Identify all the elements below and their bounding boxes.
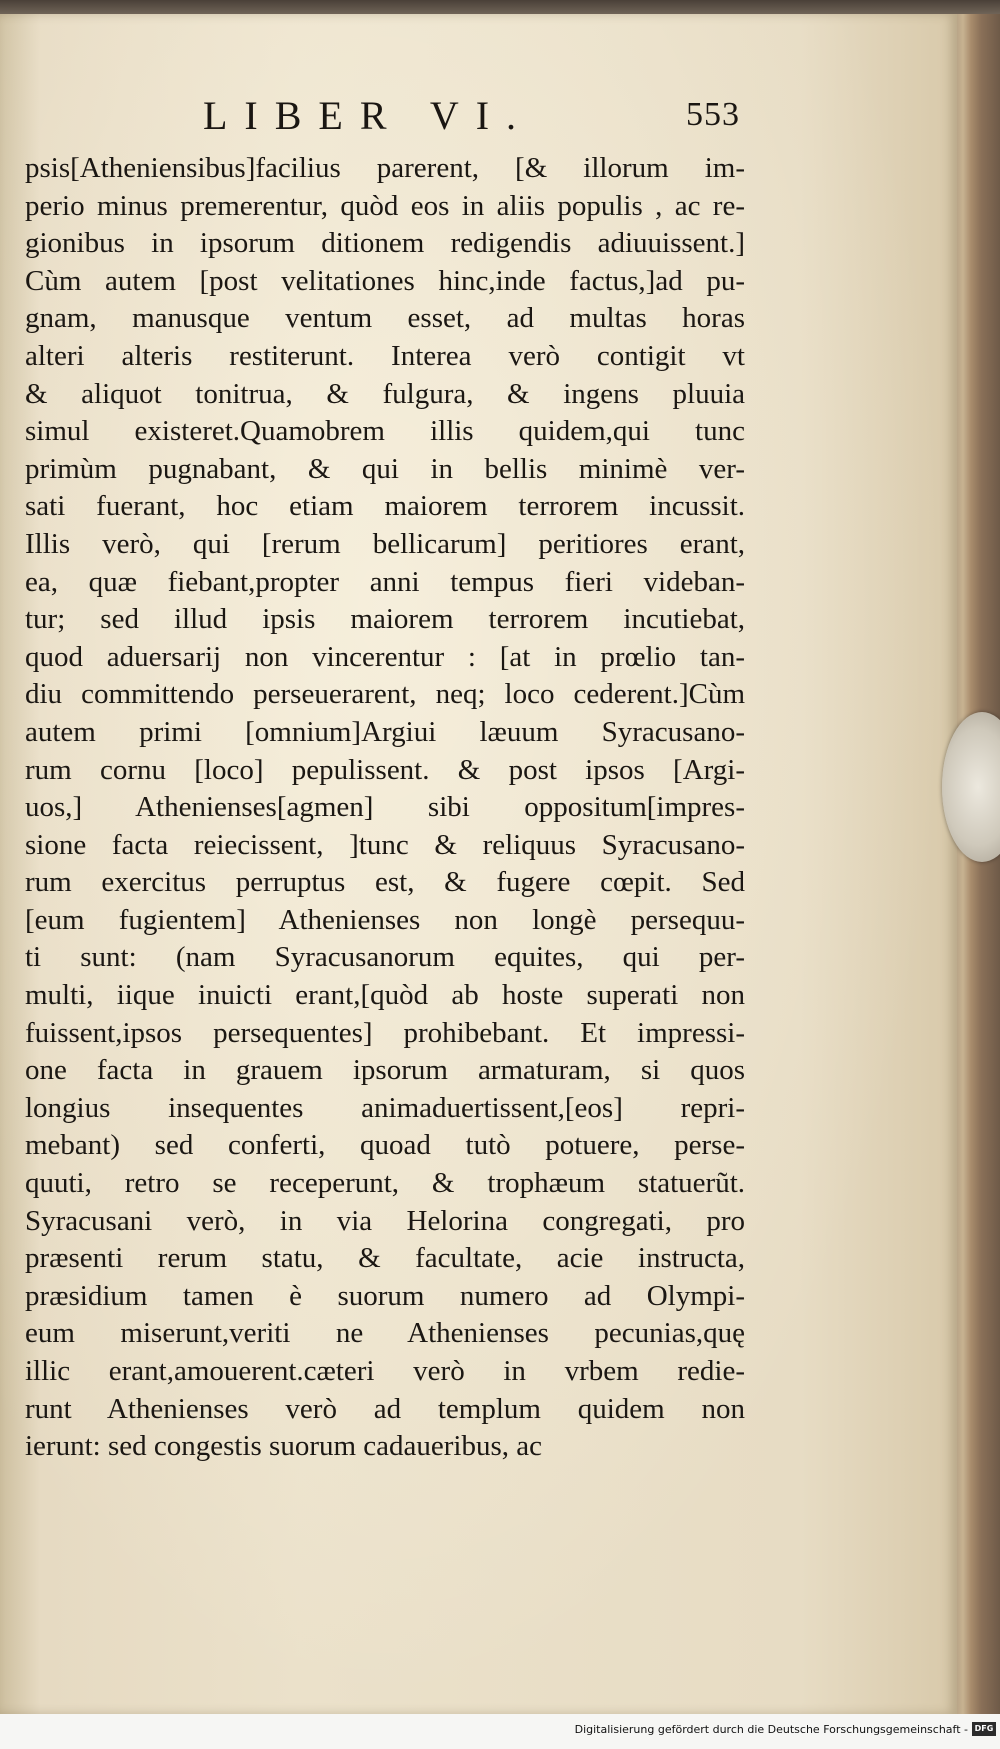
text-line: præsenti rerum statu, & facultate, acie instructa, [25, 1242, 745, 1275]
text-line: gnam, manusque ventum esset, ad multas horas [25, 302, 745, 335]
text-line: autem primi [omnium]Argiui læuum Syracusano- [25, 715, 745, 748]
text-line: præsidium tamen è suorum numero ad Olympi- [25, 1279, 745, 1312]
text-line: Cùm autem [post velitationes hinc,inde factus,]ad pu- [25, 264, 745, 297]
text-line: rum exercitus perruptus est, & fugere cœpit. Sed [25, 866, 745, 899]
text-line: tur; sed illud ipsis maiorem terrorem incutiebat, [25, 603, 745, 636]
page-number: 553 [686, 96, 740, 133]
text-line: multi, iique inuicti erant,[quòd ab hoste superati non [25, 979, 745, 1012]
running-head: LIBER VI. [203, 93, 534, 138]
text-line: alteri alteris restiterunt. Interea verò contigit vt [25, 339, 745, 372]
text-line: simul existeret.Quamobrem illis quidem,qui tunc [25, 415, 745, 448]
body-text [25, 150, 745, 1466]
text-line: sati fuerant, hoc etiam maiorem terrorem incussit. [25, 490, 745, 523]
text-line: & aliquot tonitrua, & fulgura, & ingens pluuia [25, 377, 745, 410]
text-line: ea, quæ fiebant,propter anni tempus fieri videban- [25, 565, 745, 598]
text-line: psis[Atheniensibus]facilius parerent, [& illorum im- [25, 152, 745, 184]
text-line: quuti, retro se receperunt, & trophæum statuerũt. [25, 1167, 745, 1200]
book-page [0, 14, 957, 1714]
digitization-footer [0, 1714, 1000, 1749]
text-line: fuissent,ipsos persequentes] prohibebant. Et impressi- [25, 1016, 745, 1049]
text-line: primùm pugnabant, & qui in bellis minimè ver- [25, 452, 745, 485]
text-line: ti sunt: (nam Syracusanorum equites, qui per- [25, 941, 745, 974]
text-line: Syracusani verò, in via Helorina congregati, pro [25, 1204, 745, 1237]
text-line: rum cornu [loco] pepulissent. & post ipsos [Argi- [25, 753, 745, 786]
footer-note: Digitalisierung gefördert durch die Deutsche Forschungsgemeinschaft - [574, 1723, 968, 1736]
page-header [0, 92, 957, 152]
text-line: perio minus premerentur, quòd eos in aliis populis , ac re- [25, 189, 745, 222]
text-line: eum miserunt,veriti ne Athenienses pecunias,quę [25, 1317, 745, 1350]
text-line: sione facta reiecissent, ]tunc & reliquus Syracusano- [25, 828, 745, 861]
page-edge [957, 14, 1000, 1714]
dfg-logo: DFG [972, 1722, 996, 1736]
text-line: illic erant,amouerent.cæteri verò in vrbem redie- [25, 1355, 745, 1387]
text-line: uos,] Athenienses[agmen] sibi oppositum[impres- [25, 791, 745, 824]
text-line: Illis verò, qui [rerum bellicarum] peritiores erant, [25, 527, 745, 560]
text-line: diu committendo perseuerarent, neq; loco cederent.]Cùm [25, 678, 745, 711]
text-line: quod aduersarij non vincerentur : [at in prœlio tan- [25, 640, 745, 673]
text-line: gionibus in ipsorum ditionem redigendis adiuuissent.] [25, 227, 745, 260]
text-line: one facta in grauem ipsorum armaturam, si quos [25, 1054, 745, 1087]
text-line: longius insequentes animaduertissent,[eos] repri- [25, 1091, 745, 1124]
text-line: ierunt: sed congestis suorum cadaueribus, ac [25, 1430, 543, 1463]
text-line: runt Athenienses verò ad templum quidem non [25, 1392, 745, 1425]
text-line: [eum fugientem] Athenienses non longè persequu- [25, 903, 745, 936]
text-line: mebant) sed conferti, quoad tutò potuere, perse- [25, 1129, 745, 1162]
